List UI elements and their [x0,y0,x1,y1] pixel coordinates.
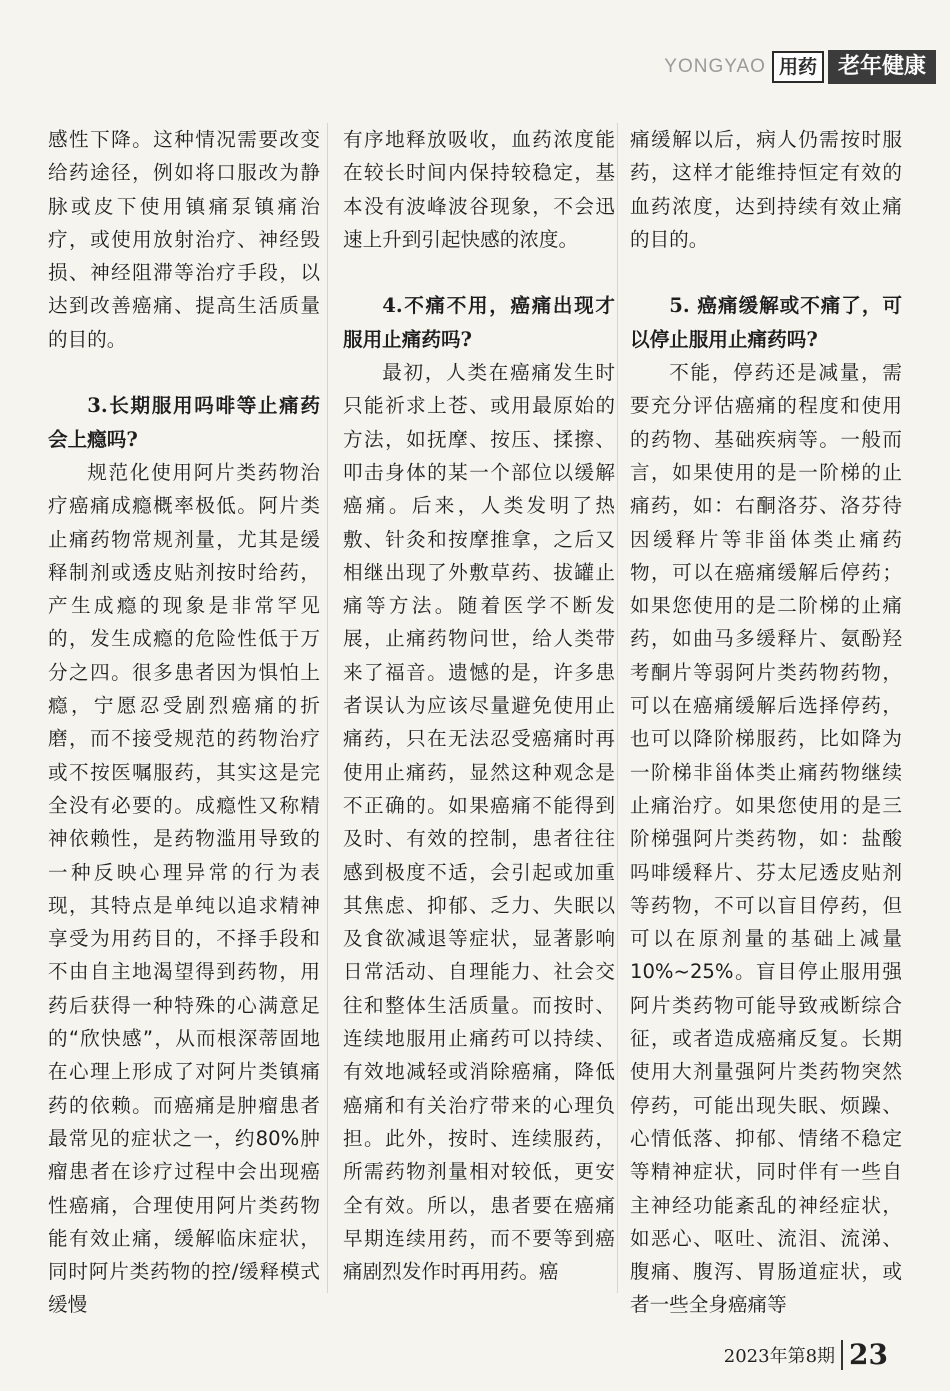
paragraph: 痛缓解以后，病人仍需按时服药，这样才能维持恒定有效的血药浓度，达到持续有效止痛的目的。 [630,128,902,251]
column-2 [343,123,615,1288]
paragraph: 不能，停药还是减量，需要充分评估癌痛的程度和使用的药物、基础疾病等。一般而言，如果使用的是一阶梯的止痛药，如：右酮洛芬、洛芬待因缓释片等非甾体类止痛药物，可以在癌痛缓解后停药；如果您使用的是二阶梯的止痛药，如曲马多缓释片、氨酚羟考酮片等弱阿片类药物药物，可以在癌痛缓解后选择停药，也可以降阶梯服药，比如降为一阶梯非甾体类止痛药物继续止痛治疗。如果您使用的是三阶梯强阿片类药物，如：盐酸吗啡缓释片、芬太尼透皮贴剂等药物，不可以盲目停药，但可以在原剂量的基础上减量10%~25%。盲目停止服用强阿片类药物可能导致戒断综合征，或者造成癌痛反复。长期使用大剂量强阿片类药物突然停药，可能出现失眠、烦躁、心情低落、抑郁、情绪不稳定等精神症状，同时伴有一些自主神经功能紊乱的神经症状，如恶心、呕吐、流泪、流涕、腹痛、腹泻、胃肠道症状，或者一些全身癌痛等 [630,361,902,1317]
section-heading-3: 3.长期服用吗啡等止痛药会上瘾吗? [48,394,320,451]
header-category: 用药 [772,51,824,83]
section-heading-4: 4.不痛不用，癌痛出现才服用止痛药吗? [343,294,615,351]
paragraph: 有序地释放吸收，血药浓度能在较长时间内保持较稳定，基本没有波峰波谷现象，不会迅速上升到引起快感的浓度。 [343,128,615,251]
paragraph: 规范化使用阿片类药物治疗癌痛成瘾概率极低。阿片类止痛药物常规剂量，尤其是缓释制剂或透皮贴剂按时给药，产生成瘾的现象是非常罕见的，发生成瘾的危险性低于万分之四。很多患者因为惧怕上瘾，宁愿忍受剧烈癌痛的折磨，而不接受规范的药物治疗或不按医嘱服药，其实这是完全没有必要的。成瘾性又称精神依赖性，是药物滥用导致的一种反映心理异常的行为表现，其特点是单纯以追求精神享受为用药目的，不择手段和不由自主地渴望得到药物，用药后获得一种特殊的心满意足的“欣快感”，从而根深蒂固地在心理上形成了对阿片类镇痛药的依赖。而癌痛是肿瘤患者最常见的症状之一，约80%肿瘤患者在诊疗过程中会出现癌性癌痛，合理使用阿片类药物能有效止痛，缓解临床症状，同时阿片类药物的控/缓释模式缓慢 [48,460,320,1317]
header-section: 老年健康 [828,50,936,84]
page-footer [724,1338,888,1371]
footer-divider [841,1340,843,1370]
section-heading-5: 5. 癌痛缓解或不痛了，可以停止服用止痛药吗? [630,294,902,351]
column-3 [630,123,902,1322]
header-english: YONGYAO [664,56,766,77]
column-divider [327,123,328,1293]
column-divider [617,123,618,1293]
issue-label: 2023年第8期 [723,1345,836,1367]
column-1 [48,123,320,1322]
paragraph: 感性下降。这种情况需要改变给药途径，例如将口服改为静脉或皮下使用镇痛泵镇痛治疗，或使用放射治疗、神经毁损、神经阻滞等治疗手段，以达到改善癌痛、提高生活质量的目的。 [48,128,320,351]
paragraph: 最初，人类在癌痛发生时只能祈求上苍、或用最原始的方法，如抚摩、按压、揉擦、叩击身体的某一个部位以缓解癌痛。后来，人类发明了热敷、针灸和按摩推拿，之后又相继出现了外敷草药、拔罐止痛等方法。随着医学不断发展，止痛药物问世，给人类带来了福音。遗憾的是，许多患者误认为应该尽量避免使用止痛药，只在无法忍受癌痛时再使用止痛药，显然这种观念是不正确的。如果癌痛不能得到及时、有效的控制，患者往往感到极度不适，会引起或加重其焦虑、抑郁、乏力、失眠以及食欲减退等症状，显著影响日常活动、自理能力、社会交往和整体生活质量。而按时、连续地服用止痛药可以持续、有效地减轻或消除癌痛，降低癌痛和有关治疗带来的心理负担。此外，按时、连续服药，所需药物剂量相对较低，更安全有效。所以，患者要在癌痛早期连续用药，而不要等到癌痛剧烈发作时再用药。癌 [343,361,615,1284]
page-header [664,48,936,86]
page-number: 23 [849,1338,888,1371]
